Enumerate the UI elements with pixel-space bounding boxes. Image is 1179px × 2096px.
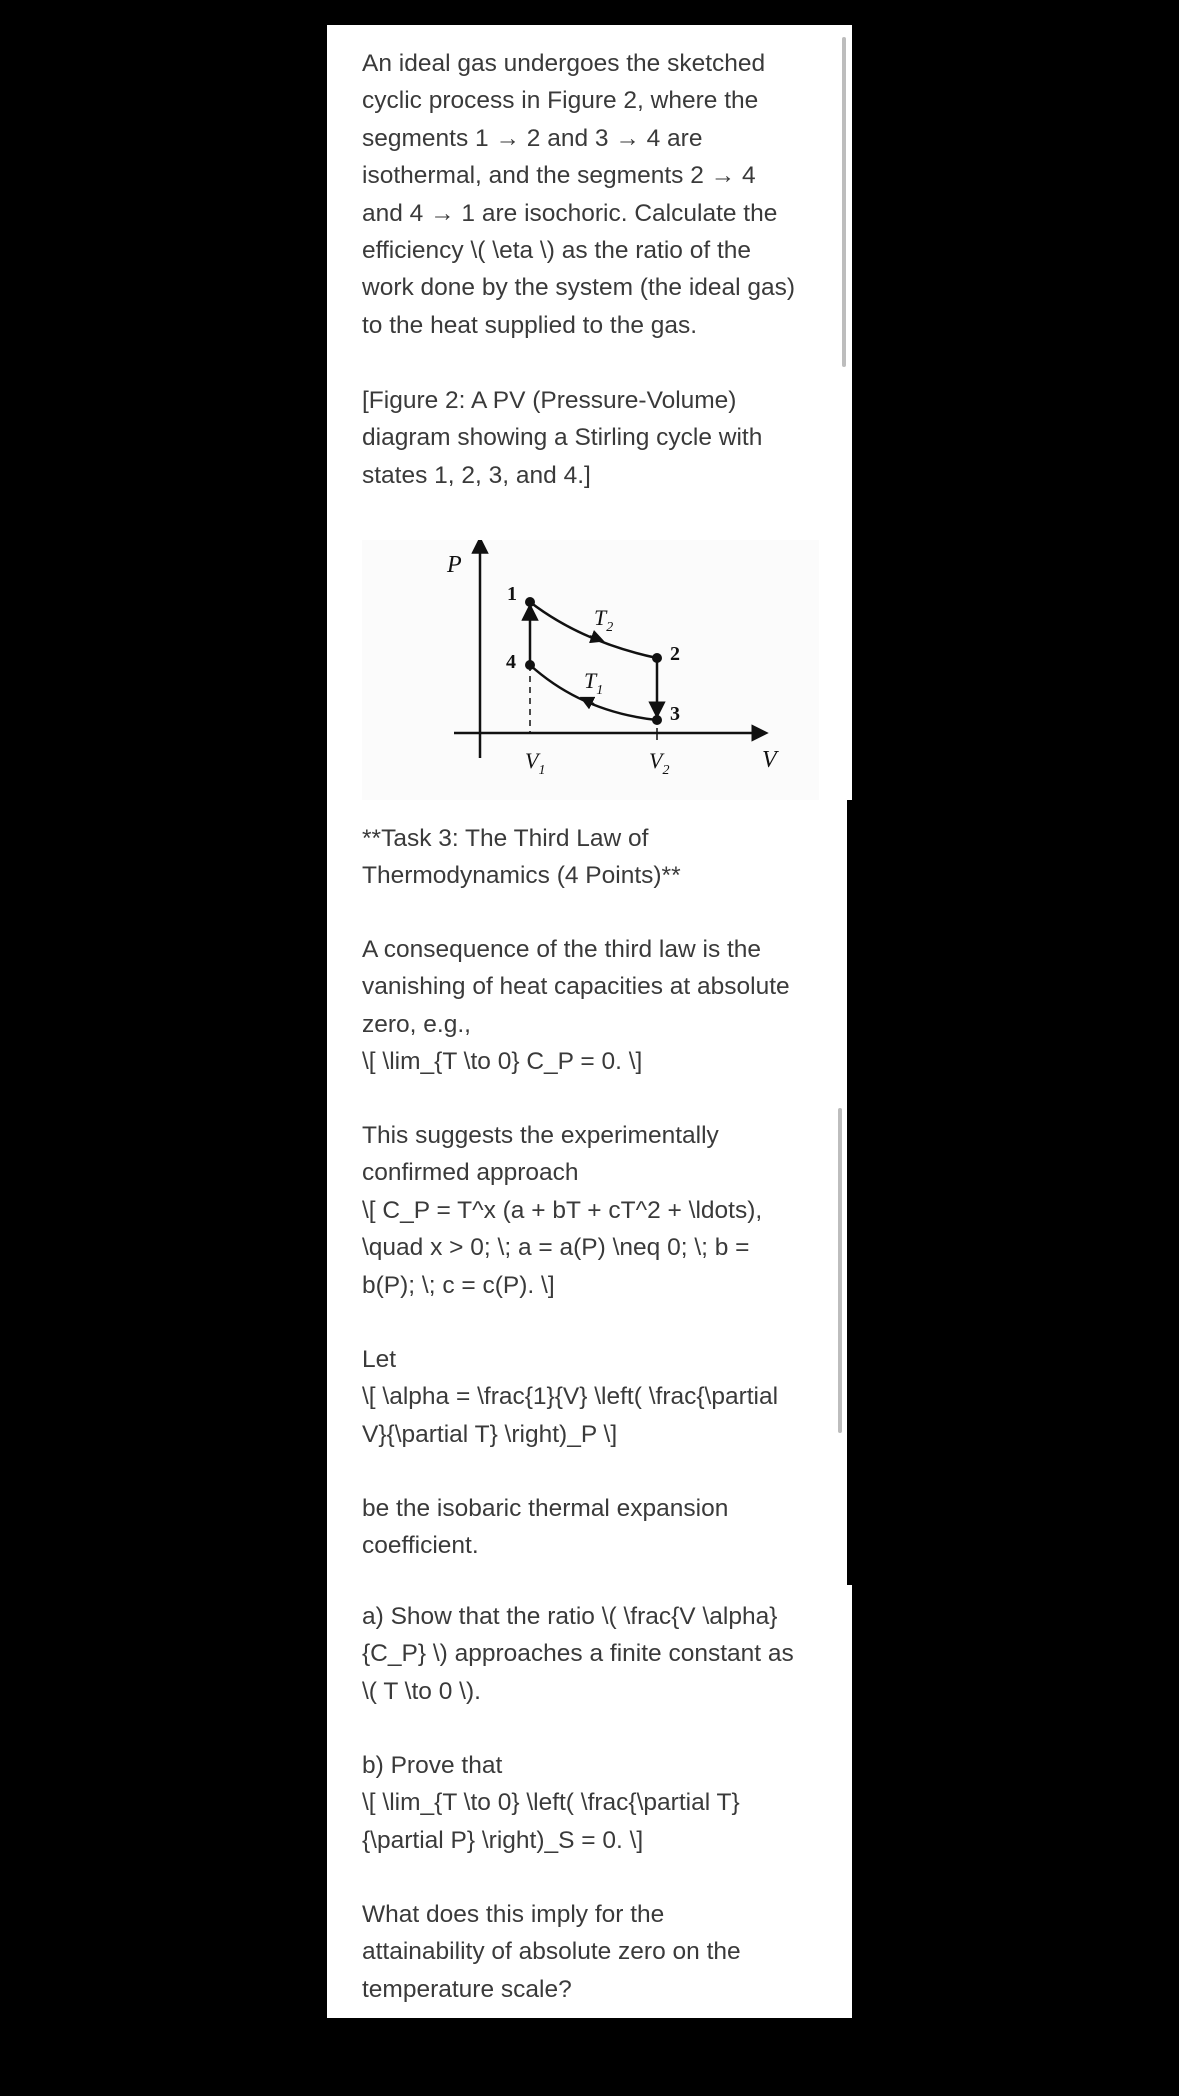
v2-label: $V_2$ [649,748,670,778]
v1-label: $V_1$ [525,748,546,778]
third-law-paragraph: A consequence of the third law is the vanishing of heat capacities at absolute zero, e.g., \[ \lim_{T \to 0} C_P = 0. \] [362,936,790,1076]
state-point-3 [652,715,662,725]
t2-label: $T_2$ [594,605,614,635]
pv-diagram-svg [362,540,819,800]
problem-panel [327,25,852,800]
alpha-definition: Let \[ \alpha = \frac{1}{V} \left( \frac{\partial V}{\partial T} \right)_P \] [362,1346,779,1448]
t1-label: $T_1$ [584,668,604,698]
scrollbar[interactable] [838,1108,842,1433]
task-title: **Task 3: The Third Law of Thermodynamics (4 Points)** [362,825,681,890]
v-axis-label: V [762,747,777,773]
state-point-1 [525,597,535,607]
state-point-4 [525,660,535,670]
expansion-coefficient-text: be the isobaric thermal expansion coefficient. [362,1495,729,1560]
pv-diagram [362,540,819,800]
task-panel [327,800,847,1585]
figure-caption: [Figure 2: A PV (Pressure-Volume) diagram showing a Stirling cycle with states 1, 2, 3, and 4.] [362,387,763,489]
p-axis-label: P [447,552,462,578]
part-a: a) Show that the ratio \( \frac{V \alpha} {C_P} \) approaches a finite constant as \( T \to 0 \). [362,1603,794,1705]
questions-panel [327,1585,852,2018]
state-label-2: 2 [670,643,680,665]
state-point-2 [652,653,662,663]
problem-text: An ideal gas undergoes the sketched cyclic process in Figure 2, where the segments 1 → 2 and 3 → 4 are isothermal, and the segments 2 → 4 and 4 → 1 are isochoric. Calculate the efficiency \( \eta \) as the ratio of the work done by the system (the ideal gas) to the heat supplied to the gas. [362,50,796,339]
state-label-3: 3 [670,703,680,725]
heat-capacity-paragraph: This suggests the experimentally confirmed approach \[ C_P = T^x (a + bT + cT^2 + \ldots), \quad x > 0; \; a = a(P) \neq 0; \; b = b(P); \; c = c(P). \] [362,1122,763,1299]
state-label-4: 4 [506,651,516,673]
attainability-question: What does this imply for the attainability of absolute zero on the temperature scale? [362,1901,741,2003]
part-b: b) Prove that \[ \lim_{T \to 0} \left( \frac{\partial T} {\partial P} \right)_S = 0. \] [362,1752,740,1854]
scrollbar[interactable] [842,37,846,367]
state-label-1: 1 [507,583,517,605]
